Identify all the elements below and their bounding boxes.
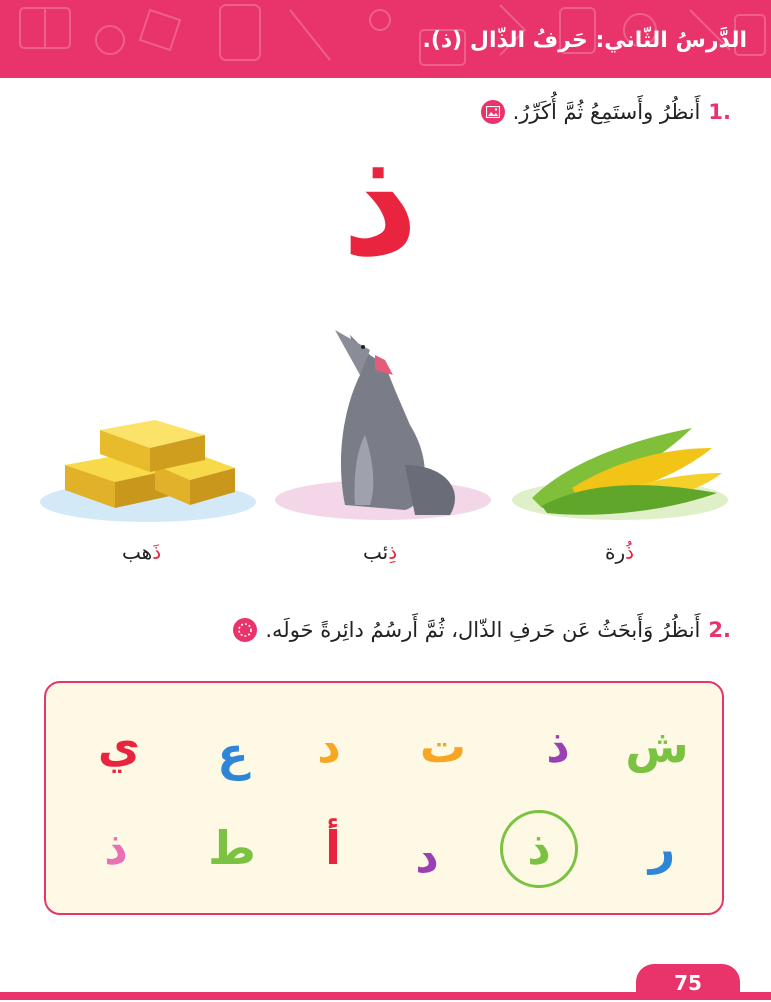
- letter-cell[interactable]: ذ: [527, 821, 551, 875]
- letter-cell[interactable]: ذ: [546, 719, 570, 773]
- word-corn-rest: رة: [605, 540, 626, 564]
- word-wolf: [363, 540, 397, 564]
- circle-dashed-icon: [233, 618, 257, 642]
- letter-cell[interactable]: ع: [217, 727, 249, 781]
- letter-cell[interactable]: ر: [648, 821, 676, 875]
- word-gold: [122, 540, 161, 564]
- letter-cell[interactable]: ت: [419, 719, 467, 773]
- image-icon: [481, 100, 505, 124]
- letter-cell[interactable]: أ: [325, 821, 341, 875]
- letter-cell[interactable]: د: [317, 719, 341, 773]
- word-wolf-letter: ذِ: [388, 540, 398, 564]
- instruction-1-text: أَنظُرُ وأَستَمِعُ ثُمَّ أُكَرِّرُ.: [512, 100, 701, 124]
- word-gold-letter: ذَ: [152, 540, 162, 564]
- page-number: 75: [636, 964, 740, 1000]
- instruction-2: [233, 618, 731, 642]
- word-corn: [605, 540, 634, 564]
- letter-cell[interactable]: ي: [97, 719, 141, 773]
- word-corn-letter: ذُ: [625, 540, 635, 564]
- letter-cell[interactable]: ط: [208, 821, 256, 875]
- word-gold-rest: هب: [122, 540, 153, 564]
- letter-cell[interactable]: ش: [625, 719, 689, 773]
- gold-bars-illustration: [40, 410, 260, 525]
- letter-cell[interactable]: ذ: [104, 821, 128, 875]
- word-wolf-rest: ئب: [363, 540, 389, 564]
- lesson-header: [0, 0, 771, 78]
- instruction-2-text: أَنظُرُ وَأَبحَثُ عَن حَرفِ الذّال، ثُمَّ أَرسُمُ دائِرةً حَولَه.: [265, 618, 701, 642]
- wolf-illustration: [275, 315, 495, 525]
- instruction-1-number: .1: [708, 100, 731, 124]
- letter-cell[interactable]: د: [415, 829, 439, 883]
- featured-letter: ذ: [341, 116, 419, 290]
- lesson-title: الدَّرسُ الثّاني: حَرفُ الذّال (ذ).: [422, 28, 747, 53]
- instruction-1: [481, 100, 731, 124]
- instruction-2-number: .2: [708, 618, 731, 642]
- corn-illustration: [512, 418, 730, 523]
